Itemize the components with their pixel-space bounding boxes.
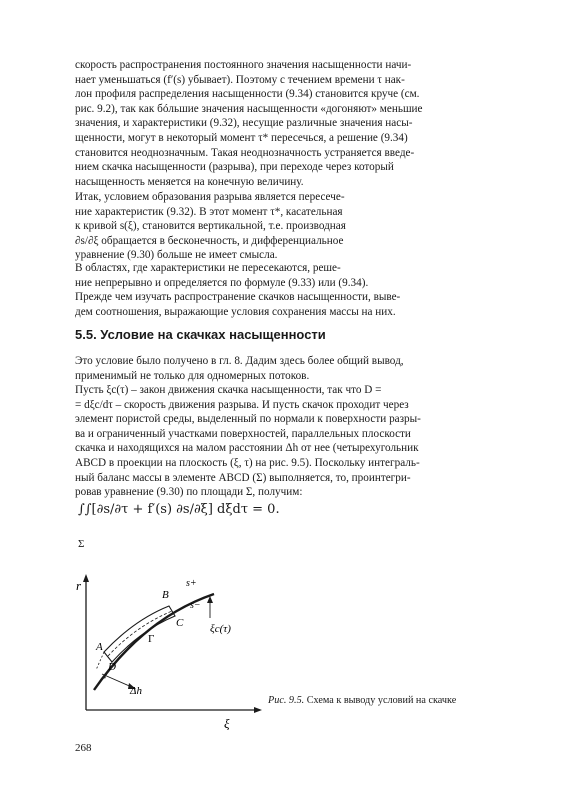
text-line: ный баланс массы в элементе ABCD (Σ) выполняется, то, проинтегри- xyxy=(75,471,411,484)
text-line: ∂s/∂ξ обращается в бесконечность, и дифференциальное xyxy=(75,234,344,247)
text-line: ние непрерывно и определяется по формуле (9.33) или (9.34). xyxy=(75,276,369,289)
xi-axis-arrow xyxy=(254,707,262,713)
paragraph xyxy=(75,261,502,290)
paragraph xyxy=(75,290,502,319)
label-s-plus: s+ xyxy=(186,578,197,589)
paragraph xyxy=(75,383,502,500)
text-line: нает уменьшаться (f′(s) убывает). Поэтому с течением времени τ нак- xyxy=(75,73,405,86)
text-line: ABCD в проекции на плоскость (ξ, τ) на рис. 9.5). Поскольку интеграль- xyxy=(75,456,420,469)
r-label: r xyxy=(76,578,82,593)
label-xi-c: ξc(τ) xyxy=(210,623,231,635)
page-number: 268 xyxy=(75,742,92,754)
label-d: D xyxy=(108,661,116,673)
text-line: дем соотношения, выражающие условия сохранения массы на них. xyxy=(75,305,396,318)
caption-prefix: Рис. 9.5. xyxy=(268,695,305,706)
gamma-line xyxy=(108,611,172,656)
label-b: B xyxy=(162,589,169,601)
text-line: скорость распространения постоянного значения насыщенности начи- xyxy=(75,59,412,71)
label-dh: Δh xyxy=(130,685,142,697)
text-line: лон профиля распределения насыщенности (9.34) становится круче (см. xyxy=(75,88,420,101)
text-line: нием скачка насыщенности (разрыва), при переходе через который xyxy=(75,161,394,174)
label-s-minus: s− xyxy=(190,600,201,611)
paragraph xyxy=(75,354,502,383)
text-line: насыщенность меняется на конечную величину. xyxy=(75,175,304,188)
section-heading: 5.5. Условие на скачках насыщенности xyxy=(75,327,326,342)
text-line: Пусть ξc(τ) – закон движения скачка насыщенности, так что D = xyxy=(75,384,382,396)
text-line: ровав уравнение (9.30) по площади Σ, получим: xyxy=(75,486,303,499)
text-line: скачка и находящихся на малом расстоянии Δh от нее (четырехугольник xyxy=(75,442,419,455)
text-line: щенности, могут в некоторый момент τ* пересечься, а решение (9.34) xyxy=(75,131,408,144)
paragraph xyxy=(75,190,502,263)
text-line: значения, и характеристики (9.32), несущие различные значения насы- xyxy=(75,117,413,130)
label-a: A xyxy=(96,641,103,653)
paragraph xyxy=(75,58,502,189)
figure-9-5 xyxy=(74,570,274,730)
text-line: становится неоднозначным. Такая неоднозначность устраняется введе- xyxy=(75,146,415,159)
r-axis-arrow xyxy=(83,574,89,582)
text-line: ние характеристик (9.32). В этот момент τ*, касательная xyxy=(75,205,343,218)
integral-formula: ∫∫[∂s/∂τ + f′(s) ∂s/∂ξ] dξdτ = 0. xyxy=(78,502,280,517)
formula-subscript: Σ xyxy=(78,538,85,550)
label-gamma: Γ xyxy=(148,633,155,645)
text-line: рис. 9.2), так как бóльшие значения насыщенности «догоняют» меньшие xyxy=(75,102,423,115)
text-line: к кривой s(ξ), становится вертикальной, т.е. производная xyxy=(75,220,346,233)
text-line: Это условие было получено в гл. 8. Дадим здесь более общий вывод, xyxy=(75,355,404,367)
text-line: ва и ограниченный участками поверхностей, параллельных плоскости xyxy=(75,427,411,440)
text-line: применимый не только для одномерных потоков. xyxy=(75,369,310,382)
text-line: Прежде чем изучать распространение скачков насыщенности, выве- xyxy=(75,291,401,303)
text-line: уравнение (9.30) больше не имеет смысла. xyxy=(75,249,278,262)
label-c: C xyxy=(176,617,184,629)
text-line: элемент пористой среды, выделенный по нормали к поверхности разры- xyxy=(75,413,421,426)
text-line: Итак, условием образования разрыва является пересече- xyxy=(75,191,345,203)
figure-caption xyxy=(268,694,504,707)
text-line: В областях, где характеристики не пересекаются, реше- xyxy=(75,262,341,274)
text-line: = dξc/dτ – скорость движения разрыва. И пусть скачок проходит через xyxy=(75,398,409,411)
caption-text: Схема к выводу условий на скачке xyxy=(306,695,457,706)
xi-label: ξ xyxy=(224,716,230,730)
